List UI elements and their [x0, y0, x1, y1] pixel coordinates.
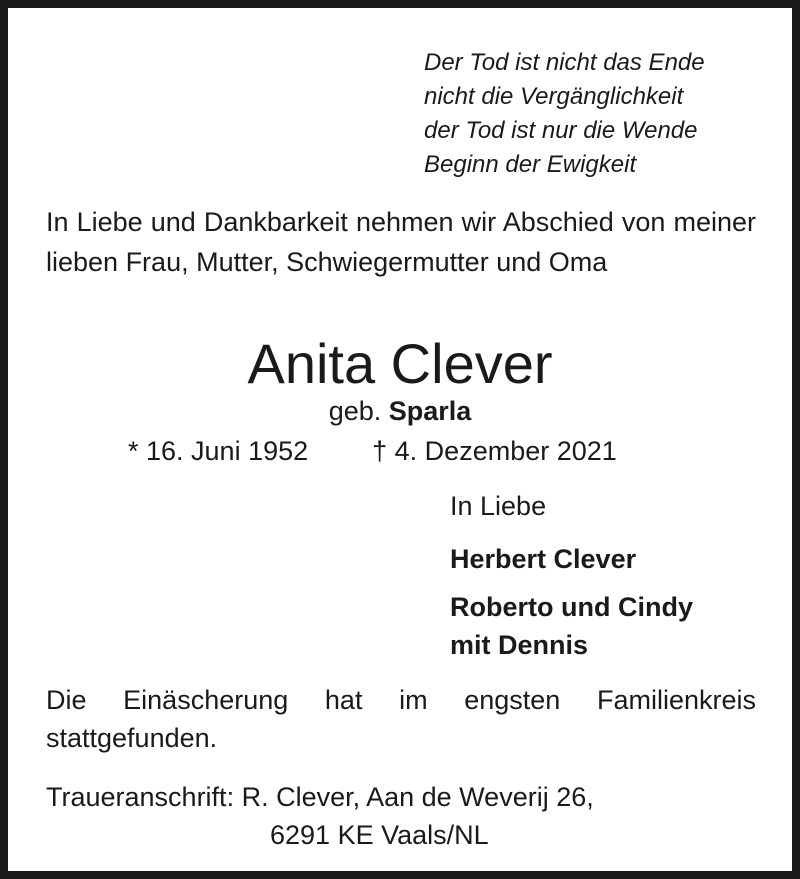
- life-dates: [128, 432, 728, 470]
- cremation-note: Die Einäscherung hat im engsten Familienkreis stattgefunden.: [46, 685, 756, 753]
- poem-line: der Tod ist nur die Wende: [424, 117, 698, 144]
- survivor-grandchild: mit Dennis: [450, 630, 589, 660]
- signoff: In Liebe: [450, 491, 547, 521]
- mourning-address: [46, 778, 756, 854]
- maiden-prefix: geb.: [328, 396, 382, 426]
- poem: [424, 46, 784, 182]
- poem-line: Der Tod ist nicht das Ende: [424, 49, 705, 76]
- survivor-spouse: Herbert Clever: [450, 544, 637, 574]
- maiden-name-line: [8, 392, 792, 430]
- poem-line: Beginn der Ewigkeit: [424, 151, 637, 178]
- birth-date: * 16. Juni 1952: [128, 436, 309, 466]
- survivors: [450, 540, 693, 664]
- poem-line: nicht die Vergänglichkeit: [424, 83, 684, 110]
- address-line-1: Traueranschrift: R. Clever, Aan de Weverij 26,: [46, 782, 594, 812]
- death-date: † 4. Dezember 2021: [372, 436, 617, 466]
- intro-text: In Liebe und Dankbarkeit nehmen wir Abschied von meiner lieben Frau, Mutter, Schwiegermutter und Oma: [46, 207, 756, 277]
- deceased-name: Anita Clever: [247, 332, 553, 395]
- address-line-2: 6291 KE Vaals/NL: [270, 820, 489, 850]
- maiden-name: Sparla: [388, 396, 472, 426]
- survivor-children: Roberto und Cindy: [450, 592, 693, 622]
